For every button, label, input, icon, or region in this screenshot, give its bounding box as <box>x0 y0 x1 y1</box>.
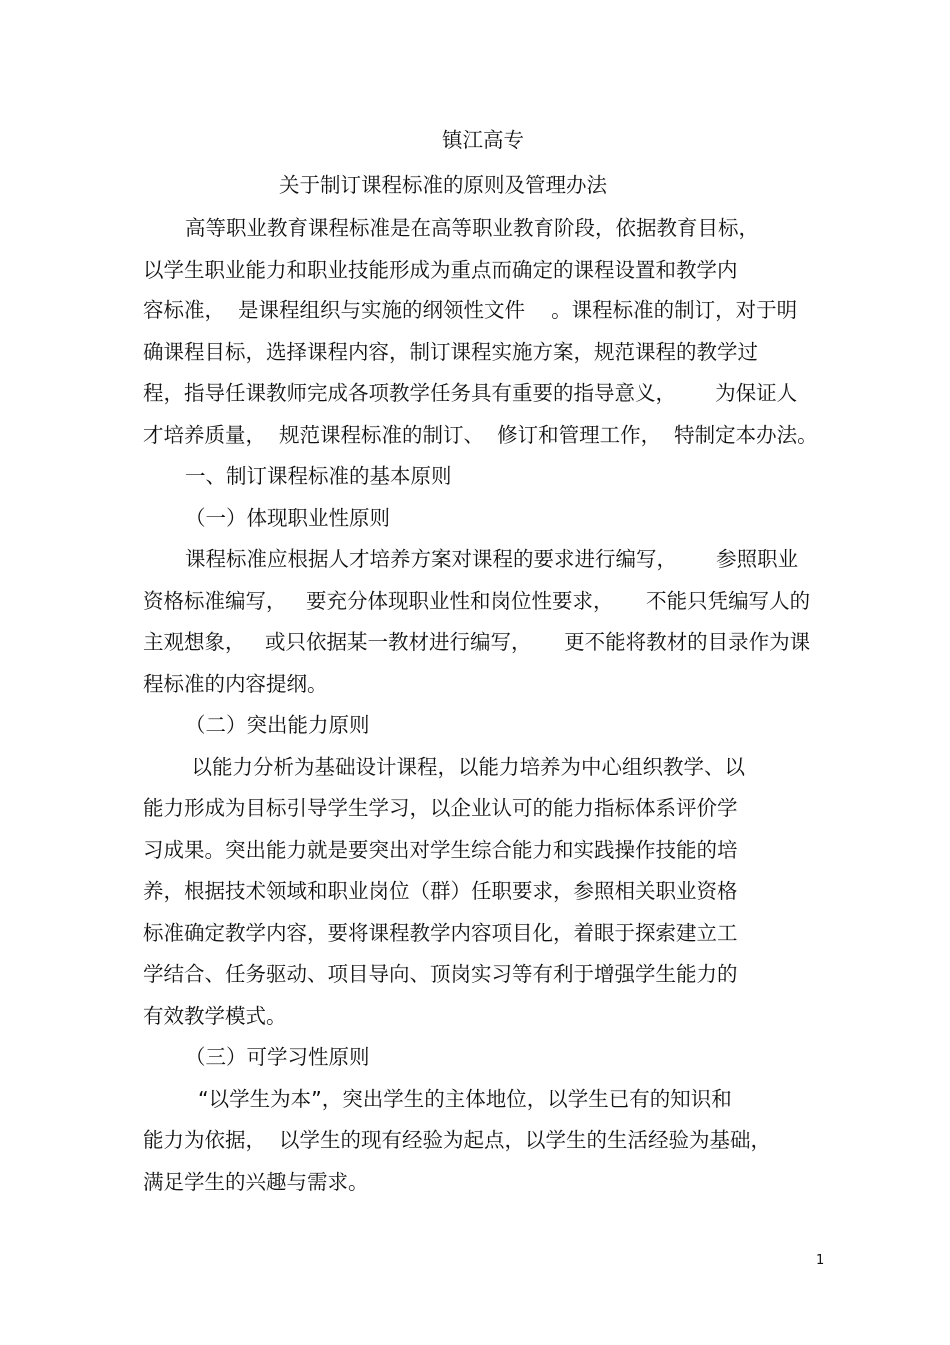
paragraph-line: 资格标准编写， 要充分体现职业性和岗位性要求， 不能只凭编写人的 <box>143 589 811 613</box>
paragraph-line: 满足学生的兴趣与需求。 <box>143 1170 369 1194</box>
paragraph-line: 能力形成为目标引导学生学习，以企业认可的能力指标体系评价学 <box>143 796 738 820</box>
paragraph-line: 学结合、任务驱动、项目导向、顶岗实习等有利于增强学生能力的 <box>143 962 738 986</box>
paragraph-line: 以学生职业能力和职业技能形成为重点而确定的课程设置和教学内 <box>143 258 738 282</box>
paragraph-line: 高等职业教育课程标准是在高等职业教育阶段，依据教育目标， <box>185 216 759 240</box>
paragraph-line: 标准确定教学内容，要将课程教学内容项目化，着眼于探索建立工 <box>143 921 738 945</box>
page-number: 1 <box>816 1253 825 1268</box>
paragraph-line: 才培养质量， 规范课程标准的制订、 修订和管理工作， 特制定本办法。 <box>143 423 818 447</box>
subsection-heading: （三）可学习性原则 <box>185 1045 370 1069</box>
paragraph-line: 有效教学模式。 <box>143 1004 287 1028</box>
paragraph-line: 养，根据技术领域和职业岗位（群）任职要求，参照相关职业资格 <box>143 879 738 903</box>
paragraph-line: 主观想象， 或只依据某一教材进行编写， 更不能将教材的目录作为课 <box>143 630 811 654</box>
paragraph-line: 程，指导任课教师完成各项教学任务具有重要的指导意义， 为保证人 <box>143 381 798 405</box>
subsection-heading: （二）突出能力原则 <box>185 713 370 737</box>
subsection-heading: （一）体现职业性原则 <box>185 506 390 530</box>
paragraph-line: 以能力分析为基础设计课程，以能力培养为中心组织教学、以 <box>185 755 746 779</box>
document-subtitle: 关于制订课程标准的原则及管理办法 <box>279 173 607 197</box>
paragraph-line: 容标准， 是课程组织与实施的纲领性文件 。课程标准的制订，对于明 <box>143 298 798 322</box>
paragraph-line: 确课程目标，选择课程内容，制订课程实施方案，规范课程的教学过 <box>143 340 758 364</box>
paragraph-line: 习成果。突出能力就是要突出对学生综合能力和实践操作技能的培 <box>143 838 738 862</box>
paragraph-line: “以学生为本”，突出学生的主体地位，以学生已有的知识和 <box>185 1087 732 1111</box>
section-heading: 一、制订课程标准的基本原则 <box>185 464 452 488</box>
paragraph-line: 程标准的内容提纲。 <box>143 672 328 696</box>
paragraph-line: 能力为依据， 以学生的现有经验为起点，以学生的生活经验为基础， <box>143 1128 772 1152</box>
document-title: 镇江高专 <box>442 128 524 152</box>
paragraph-line: 课程标准应根据人才培养方案对课程的要求进行编写， 参照职业 <box>185 547 799 571</box>
